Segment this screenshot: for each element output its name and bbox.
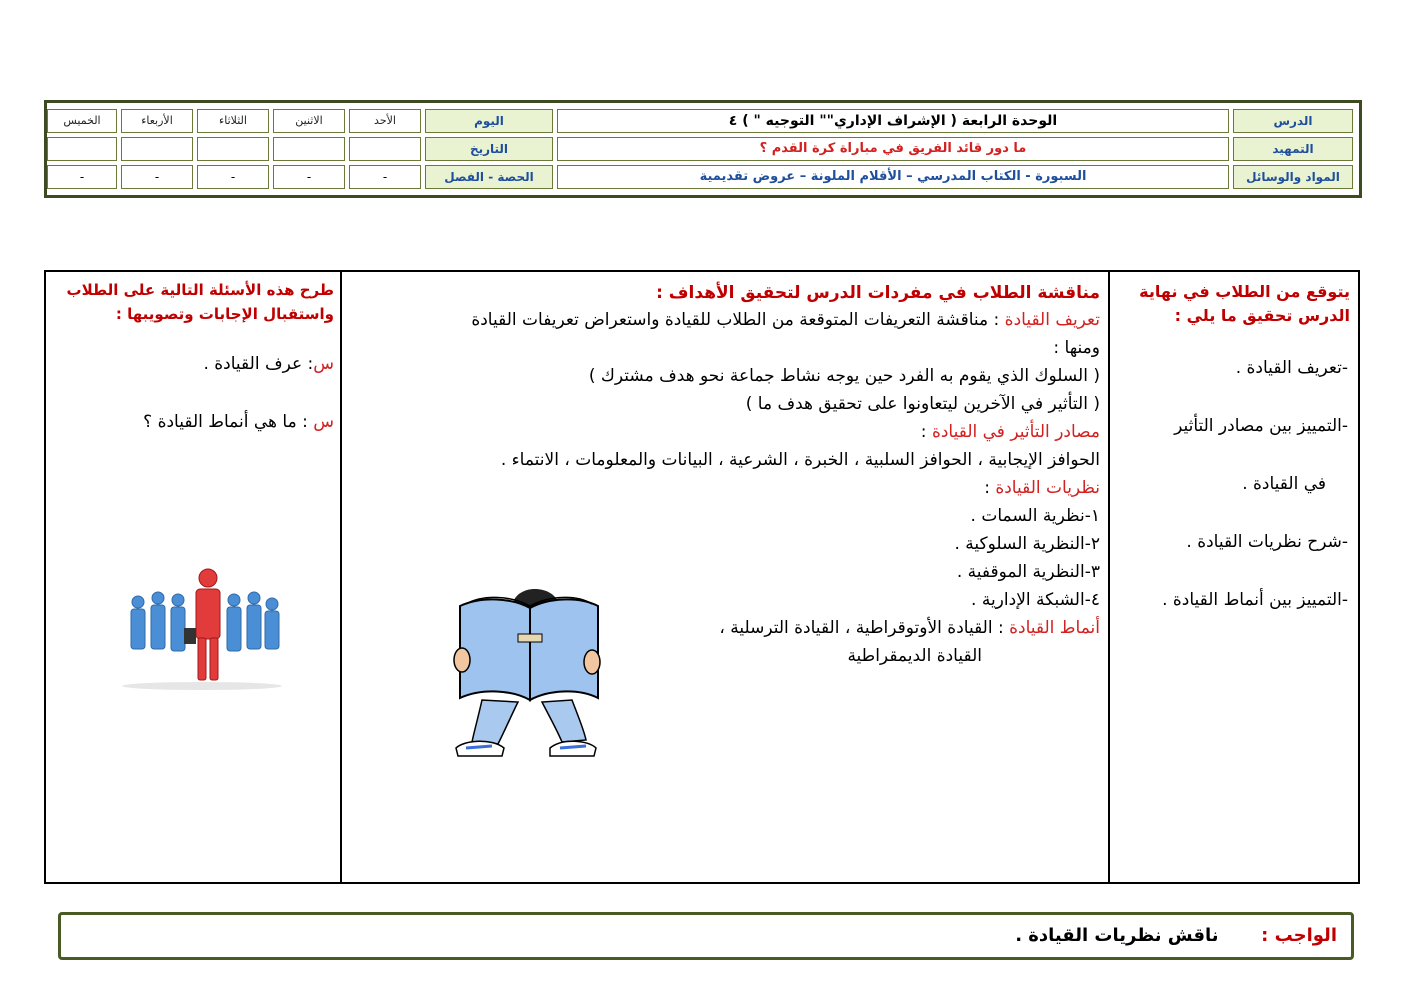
- homework-text: ناقش نظريات القيادة .: [1015, 925, 1219, 946]
- book-left-cover: [460, 599, 530, 700]
- evaluation-title: طرح هذه الأسئلة التالية على الطلاب واستقبال الإجابات وتصويبها :: [66, 281, 334, 323]
- label-intro: التمهيد: [1233, 137, 1353, 161]
- objective-item: -التمييز بين أنماط القيادة .: [1162, 590, 1348, 610]
- lesson-main-table: [44, 270, 1360, 884]
- date-cell: [47, 137, 117, 161]
- objective-item: -تعريف القيادة .: [1235, 358, 1348, 378]
- sources-text: الحوافز الإيجابية ، الحوافز السلبية ، الخبرة ، الشرعية ، البيانات والمعلومات ، الانتماء .: [500, 450, 1100, 470]
- question-1: س: عرف القيادة .: [203, 354, 334, 374]
- label-period: الحصة - الفصل: [425, 165, 553, 189]
- homework-label: الواجب :: [1261, 925, 1337, 946]
- theory-item: ٤-الشبكة الإدارية .: [971, 590, 1100, 610]
- date-cell: [197, 137, 269, 161]
- definition-line2: ومنها :: [1053, 338, 1100, 358]
- definition-1: ( السلوك الذي يقوم به الفرد حين يوجه نشاط جماعة نحو هدف مشترك ): [588, 366, 1100, 386]
- date-cell: [121, 137, 193, 161]
- label-lesson: الدرس: [1233, 109, 1353, 133]
- objective-item: -التمييز بين مصادر التأثير: [1174, 416, 1348, 436]
- intro-text: ما دور قائد الفريق في مباراة كرة القدم ؟: [557, 137, 1229, 161]
- date-cell: [273, 137, 345, 161]
- day-tuesday: الثلاثاء: [197, 109, 269, 133]
- period-cell: -: [121, 165, 193, 189]
- reading-student-illustration: [452, 582, 602, 762]
- period-cell: -: [273, 165, 345, 189]
- theory-item: ١-نظرية السمات .: [970, 506, 1100, 526]
- styles-line2: القيادة الديمقراطية: [847, 646, 982, 666]
- lesson-title: الوحدة الرابعة ( الإشراف الإداري"" التوجيه " ) ٤: [557, 109, 1229, 133]
- question-2: س : ما هي أنماط القيادة ؟: [143, 412, 334, 432]
- evaluation-column: [46, 272, 342, 882]
- label-materials: المواد والوسائل: [1233, 165, 1353, 189]
- styles-line: أنماط القيادة : القيادة الأوتوقراطية ، القيادة الترسلية ،: [719, 618, 1100, 638]
- day-wednesday: الأربعاء: [121, 109, 193, 133]
- day-thursday: الخميس: [47, 109, 117, 133]
- discussion-column: [340, 272, 1108, 882]
- sources-heading: مصادر التأثير في القيادة :: [920, 422, 1100, 442]
- period-cell: -: [47, 165, 117, 189]
- date-cell: [349, 137, 421, 161]
- theories-heading: نظريات القيادة :: [984, 478, 1100, 498]
- discussion-title: مناقشة الطلاب في مفردات الدرس لتحقيق الأهداف :: [656, 283, 1100, 303]
- label-day: اليوم: [425, 109, 553, 133]
- objective-item: -شرح نظريات القيادة .: [1186, 532, 1348, 552]
- theory-item: ٣-النظرية الموقفية .: [956, 562, 1100, 582]
- lesson-header-table: [44, 100, 1362, 198]
- objectives-title: يتوقع من الطلاب في نهاية الدرس تحقيق ما يلي :: [1139, 282, 1350, 325]
- homework-box: [58, 912, 1354, 960]
- day-sunday: الأحد: [349, 109, 421, 133]
- leader-team-illustration: [116, 568, 288, 692]
- homework-line: [1015, 925, 1337, 946]
- theory-item: ٢-النظرية السلوكية .: [954, 534, 1100, 554]
- book-right-cover: [530, 599, 598, 700]
- period-cell: -: [349, 165, 421, 189]
- period-cell: -: [197, 165, 269, 189]
- day-monday: الاثنين: [273, 109, 345, 133]
- definition-2: ( التأثير في الآخرين ليتعاونوا على تحقيق هدف ما ): [745, 394, 1100, 414]
- label-date: التاريخ: [425, 137, 553, 161]
- objectives-column: [1108, 272, 1358, 882]
- materials-text: السبورة - الكتاب المدرسي – الأقلام الملونة – عروض تقديمية: [557, 165, 1229, 189]
- objective-item: في القيادة .: [1242, 474, 1326, 494]
- definition-line: تعريف القيادة : مناقشة التعريفات المتوقعة من الطلاب للقيادة واستعراض تعريفات القيادة: [471, 310, 1100, 330]
